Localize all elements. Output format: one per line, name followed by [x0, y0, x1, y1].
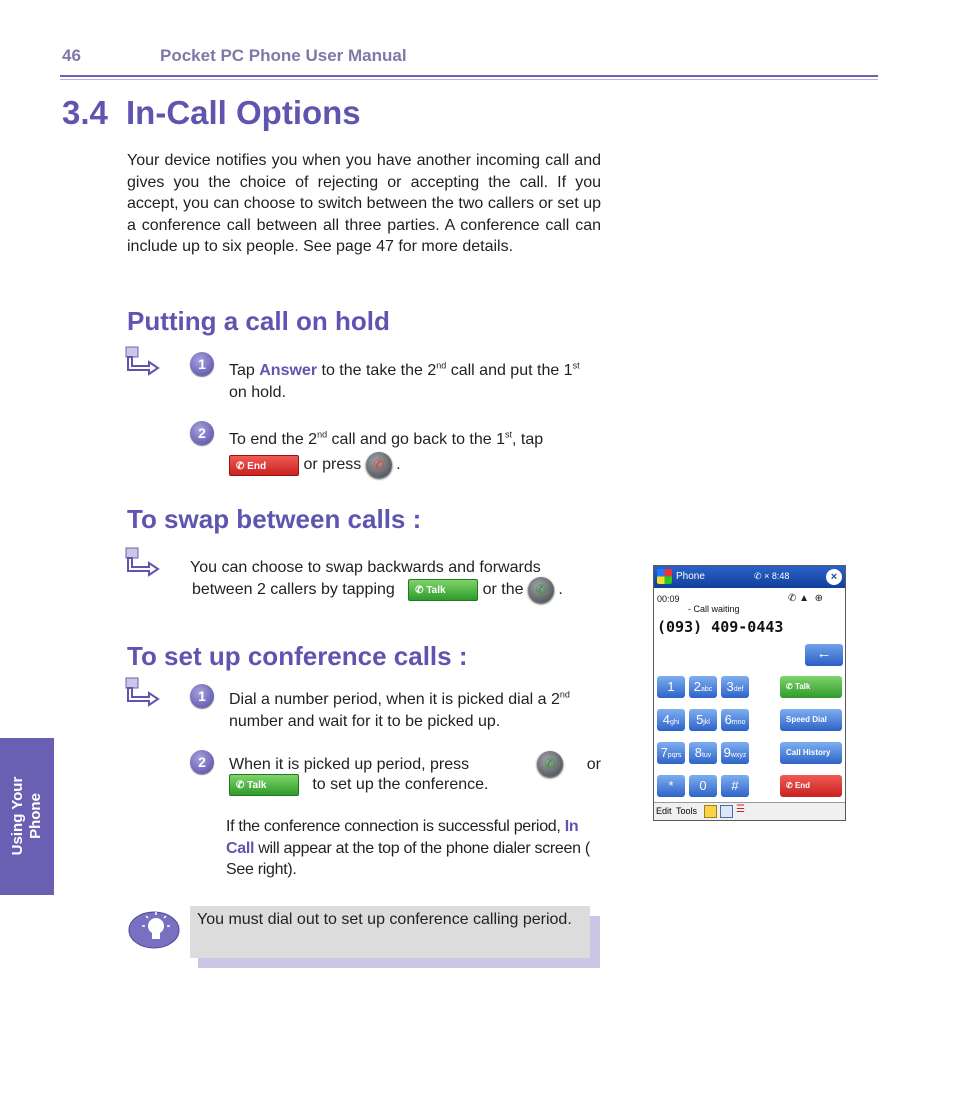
arrow-bullet-icon: [125, 547, 161, 577]
key-6: 6mno: [721, 709, 749, 731]
call-status-icons: ✆ ▲ ⊕: [788, 593, 823, 604]
windows-start-icon: [657, 569, 672, 584]
lightbulb-note-icon: [128, 906, 180, 950]
end-key: ✆ End: [780, 775, 842, 797]
end-hardware-key-icon: ✆: [366, 452, 392, 478]
key-5: 5jkl: [689, 709, 717, 731]
step-number-badge: 2: [190, 421, 214, 445]
key-7: 7pqrs: [657, 742, 685, 764]
key-3: 3def: [721, 676, 749, 698]
hold-heading: Putting a call on hold: [127, 306, 390, 336]
chapter-side-tab-label: Using Your Phone: [9, 776, 44, 856]
conference-step2-line2: ✆ Talk to set up the conference.: [229, 774, 601, 796]
talk-key: ✆ Talk: [780, 676, 842, 698]
talk-hardware-key-icon: ✆: [537, 751, 563, 777]
backspace-button: ←: [805, 644, 843, 666]
section-title: [62, 94, 361, 132]
arrow-bullet-icon: [125, 346, 161, 376]
key-star: *: [657, 775, 685, 797]
intro-paragraph: Your device notifies you when you have another incoming call and gives you the choice of rejecting or accepting the call. If you accept, you can choose to switch between the two callers or set up a conference call between all three parties. A conference call can include up to six people. See page 47 for more details.: [127, 152, 601, 255]
page-number: 46: [62, 46, 81, 65]
input-panel-icon: ☰: [736, 804, 745, 815]
note-text: You must dial out to set up conference calling period.: [197, 911, 572, 928]
key-9: 9wxyz: [721, 742, 749, 764]
section-title-text: In-Call Options: [126, 94, 361, 131]
call-timer: 00:09: [657, 594, 680, 604]
close-icon: ×: [826, 569, 842, 585]
swap-line2: between 2 callers by tapping ✆ Talk or the ✆ .: [192, 577, 602, 603]
hold-step1-text: Tap Answer to the take the 2nd call and put the 1st on hold.: [229, 360, 580, 401]
arrow-bullet-icon: [125, 677, 161, 707]
dialed-number: (093) 409-0443: [657, 618, 784, 636]
key-8: 8tuv: [689, 742, 717, 764]
menu-edit: Edit: [656, 806, 672, 816]
notes-icon: [704, 805, 717, 818]
header-rule-thin: [60, 79, 878, 80]
phone-menu-bar: [654, 802, 845, 821]
contacts-icon: [720, 805, 733, 818]
phone-status: ✆ × 8:48: [754, 571, 790, 581]
conference-step2-line1: When it is picked up period, press ✆ or: [229, 754, 601, 776]
hold-step2-line2: ✆ End or press ✆ .: [229, 452, 529, 478]
phone-app-title: Phone: [676, 571, 705, 582]
key-hash: #: [721, 775, 749, 797]
key-1: 1: [657, 676, 685, 698]
section-number: 3.4: [62, 94, 108, 131]
step-number-badge: 1: [190, 684, 214, 708]
phone-signal-icon: ✆: [754, 571, 762, 581]
call-history-key: Call History: [780, 742, 842, 764]
menu-tools: Tools: [676, 806, 698, 816]
hold-step2-text: To end the 2nd call and go back to the 1st, tap: [229, 429, 544, 448]
call-waiting-label: - Call waiting: [688, 604, 740, 614]
phone-dialer-screenshot: [653, 565, 846, 821]
talk-button: ✆ Talk: [408, 579, 478, 601]
step-number-badge: 2: [190, 750, 214, 774]
key-4: 4ghi: [657, 709, 685, 731]
swap-heading: To swap between calls :: [127, 504, 422, 534]
manual-title: Pocket PC Phone User Manual: [160, 46, 407, 65]
key-2: 2abc: [689, 676, 717, 698]
answer-keyword: Answer: [259, 362, 318, 379]
speed-dial-key: Speed Dial: [780, 709, 842, 731]
in-call-keyword: In Call: [226, 818, 579, 857]
header-rule: [60, 75, 878, 77]
phone-title-bar: [654, 566, 845, 588]
conference-step1-text: Dial a number period, when it is picked dial a 2nd number and wait for it to be picked up.: [229, 689, 570, 730]
end-button: ✆ End: [229, 455, 299, 476]
talk-hardware-key-icon: ✆: [528, 577, 554, 603]
conference-result: If the conference connection is successful period, In Call will appear at the top of the phone dialer screen ( See right).: [226, 818, 590, 878]
conference-heading: To set up conference calls :: [127, 641, 468, 671]
swap-line1: You can choose to swap backwards and forwards: [190, 559, 541, 576]
key-0: 0: [689, 775, 717, 797]
step-number-badge: 1: [190, 352, 214, 376]
talk-button: ✆ Talk: [229, 774, 299, 796]
